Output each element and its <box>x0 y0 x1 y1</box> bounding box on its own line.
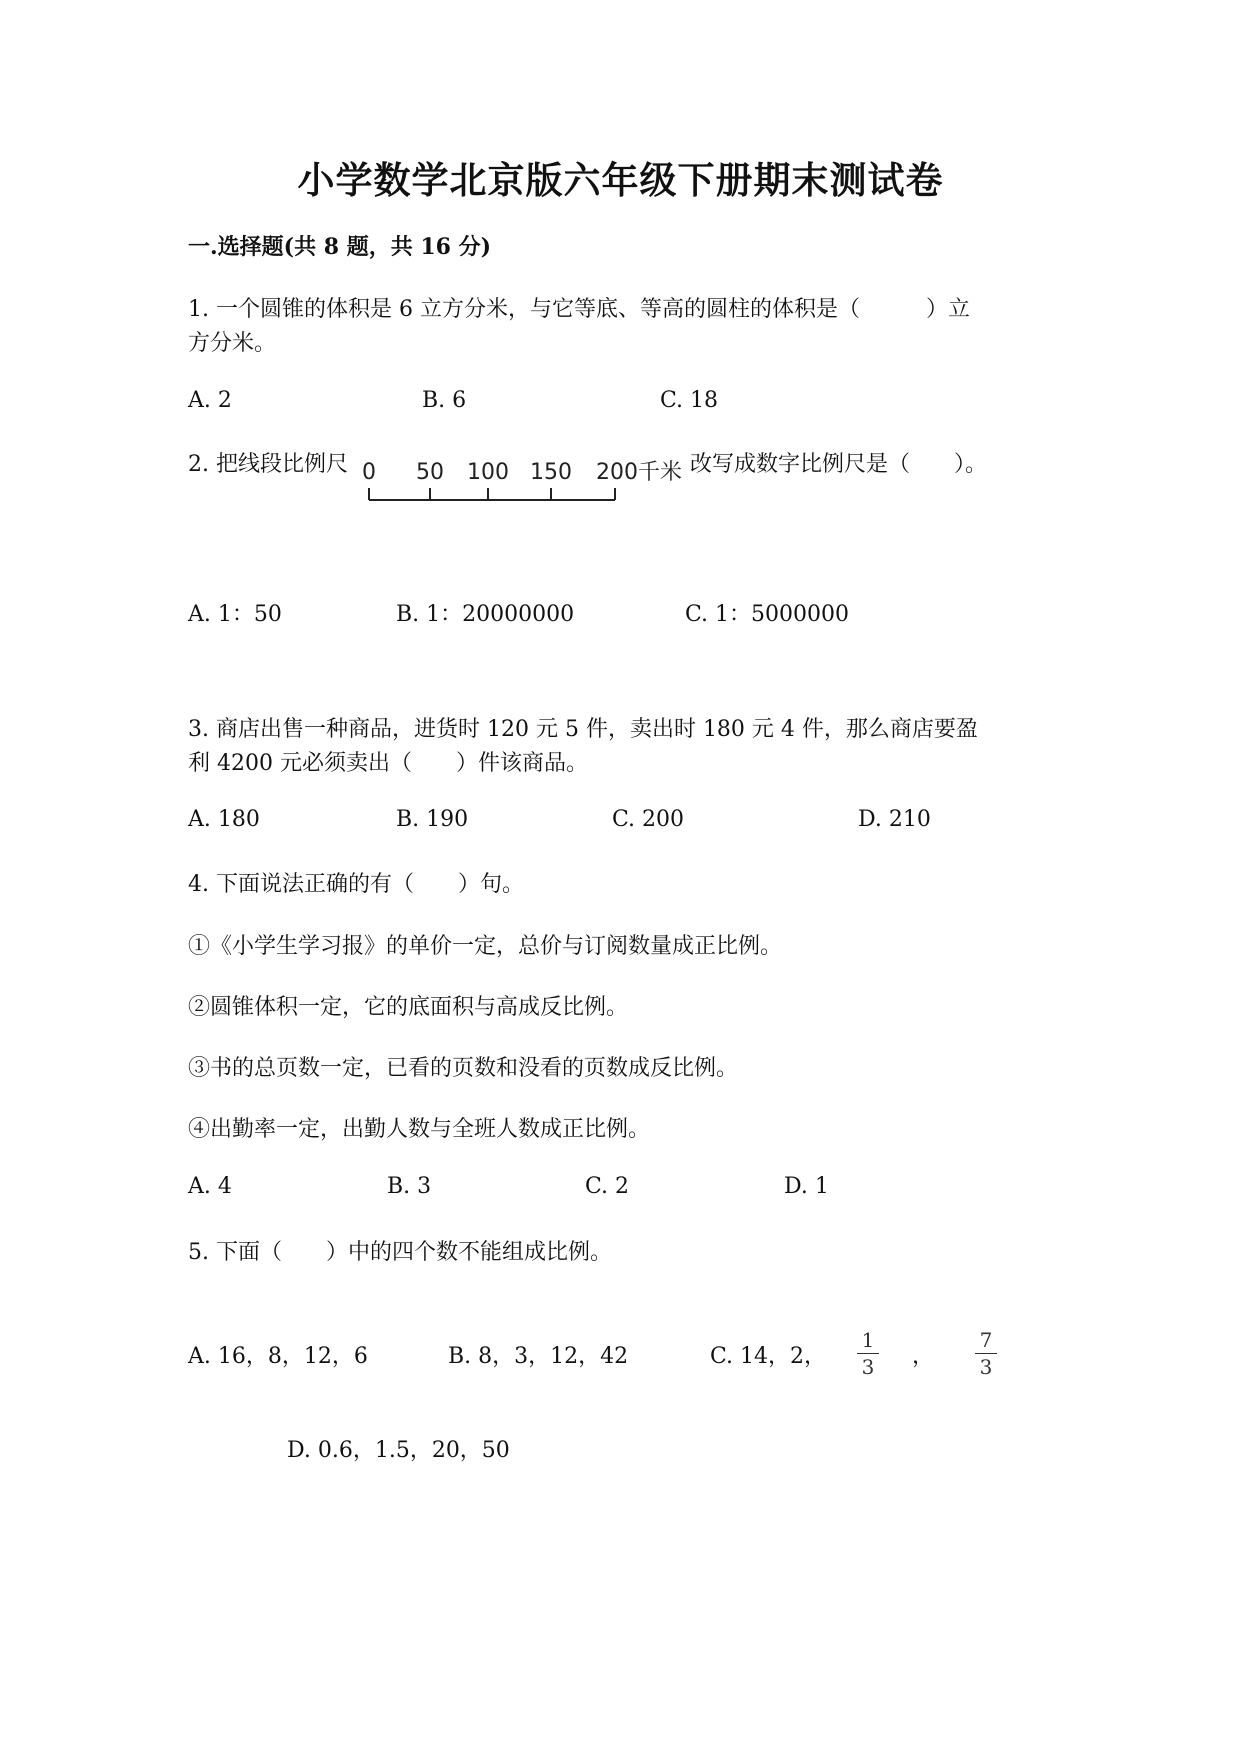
q4-option-a[interactable]: A. 4 <box>188 1174 232 1199</box>
scale-label-100: 100 <box>467 460 509 485</box>
q1-option-a[interactable]: A. 2 <box>188 388 232 413</box>
q4-statement-2: ②圆锥体积一定，它的底面积与高成反比例。 <box>188 995 629 1020</box>
q1-option-b[interactable]: B. 6 <box>422 388 467 413</box>
q5-stem: 5. 下面（ ）中的四个数不能组成比例。 <box>188 1240 612 1265</box>
q4-statement-1: ①《小学生学习报》的单价一定，总价与订阅数量成正比例。 <box>188 934 783 959</box>
scale-label-200-km: 200千米 <box>596 460 682 485</box>
q5-option-a[interactable]: A. 16，8，12，6 <box>188 1344 368 1369</box>
section-heading: 一.选择题(共 8 题，共 16 分) <box>188 234 492 260</box>
q4-statement-4: ④出勤率一定，出勤人数与全班人数成正比例。 <box>188 1117 651 1142</box>
q1-stem-line1: 1. 一个圆锥的体积是 6 立方分米，与它等底、等高的圆柱的体积是（ ）立 <box>188 297 970 322</box>
q1-option-c[interactable]: C. 18 <box>660 388 719 413</box>
q2-option-b[interactable]: B. 1：20000000 <box>396 602 575 627</box>
q4-statement-3: ③书的总页数一定，已看的页数和没看的页数成反比例。 <box>188 1056 739 1081</box>
q2-stem-prefix: 2. 把线段比例尺 <box>188 452 348 477</box>
q3-stem-line1: 3. 商店出售一种商品，进货时 120 元 5 件，卖出时 180 元 4 件，那么商店要盈 <box>188 717 978 742</box>
q4-stem: 4. 下面说法正确的有（ ）句。 <box>188 872 524 897</box>
q5-option-d[interactable]: D. 0.6，1.5，20，50 <box>287 1438 510 1463</box>
q5-option-b[interactable]: B. 8，3，12，42 <box>448 1344 629 1369</box>
scale-label-50: 50 <box>416 460 444 485</box>
fraction-numerator: 1 <box>861 1328 875 1352</box>
scale-label-0: 0 <box>362 460 376 485</box>
q3-option-a[interactable]: A. 180 <box>188 807 260 832</box>
q5-option-c[interactable]: C. 14，2， <box>710 1344 827 1369</box>
fraction-denominator: 3 <box>861 1355 875 1379</box>
q2-option-a[interactable]: A. 1：50 <box>188 602 282 627</box>
q3-option-d[interactable]: D. 210 <box>858 807 931 832</box>
fraction-separator: ， <box>912 1344 935 1369</box>
q2-option-c[interactable]: C. 1：5000000 <box>685 602 850 627</box>
fraction-denominator: 3 <box>979 1355 993 1379</box>
fraction-numerator: 7 <box>979 1328 993 1352</box>
page-title: 小学数学北京版六年级下册期末测试卷 <box>297 158 944 202</box>
q3-option-b[interactable]: B. 190 <box>396 807 469 832</box>
q2-stem-suffix: 改写成数字比例尺是（ ）。 <box>690 452 988 477</box>
q4-option-b[interactable]: B. 3 <box>387 1174 432 1199</box>
fraction-seven-thirds <box>975 1328 997 1379</box>
q4-option-d[interactable]: D. 1 <box>784 1174 829 1199</box>
scale-label-150: 150 <box>530 460 572 485</box>
fraction-one-third <box>857 1328 879 1379</box>
q3-stem-line2: 利 4200 元必须卖出（ ）件该商品。 <box>188 751 588 776</box>
q1-stem-line2: 方分米。 <box>188 331 277 356</box>
q3-option-c[interactable]: C. 200 <box>612 807 685 832</box>
line-scale-figure <box>360 452 690 510</box>
q4-option-c[interactable]: C. 2 <box>585 1174 630 1199</box>
